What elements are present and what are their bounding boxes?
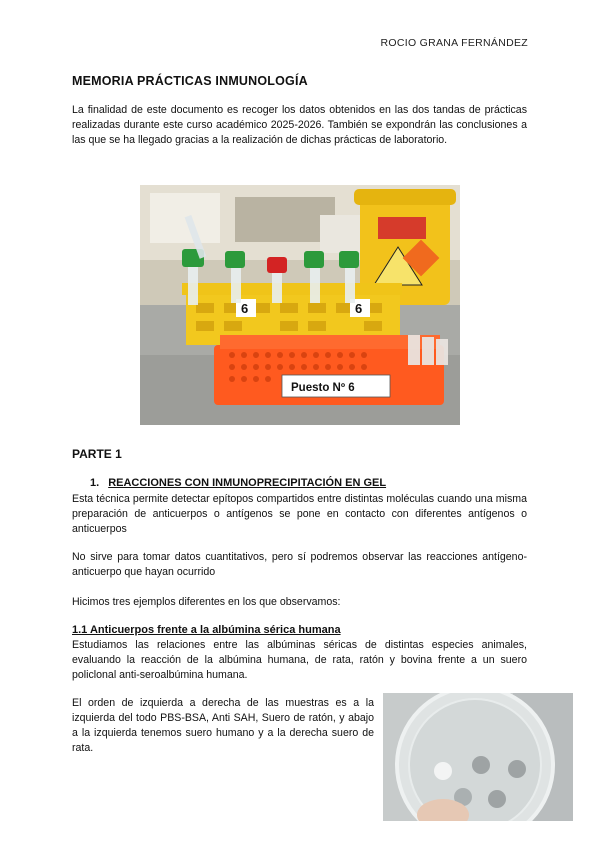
rack-label: Puesto Nº 6 (291, 382, 355, 394)
subsection-paragraph-2: El orden de izquierda a derecha de las muestras es a la izquierda del todo PBS-BSA, Anti SAH, Suero de ratón, y abajo a la izquierda tenemos suero humano y a la derecha suero de rata. (72, 697, 374, 754)
lab-rack-photo (140, 185, 460, 425)
petri-dish-photo (383, 693, 573, 821)
intro-paragraph: La finalidad de este documento es recoger los datos obtenidos en las dos tandas de prácticas realizadas durante este curso académico 2025-2026. También se expondrán las conclusiones a las que se ha llegado gracias a la realización de dichas prácticas de laboratorio. (72, 104, 527, 146)
rack-number-left: 6 (241, 301, 249, 316)
lab-rack-illustration (140, 185, 460, 425)
section-number: 1. (90, 477, 100, 489)
subsection-title: 1.1 Anticuerpos frente a la albúmina sérica humana (72, 624, 341, 636)
section-paragraph-1: Esta técnica permite detectar epítopos compartidos entre distintas moléculas cuando una misma preparación de anticuerpos o antígenos se pone en contacto con diferentes antígenos o anticuerpos (72, 493, 527, 535)
rack-number-right: 6 (355, 301, 363, 316)
header-author: ROCIO GRANA FERNÁNDEZ (380, 37, 528, 49)
subsection-paragraph-1: Estudiamos las relaciones entre las albúminas séricas de distintas especies animales, evaluando la reacción de la albúmina humana, de rata, ratón y bovina frente a un suero policlonal anti-seroalbúmina humana. (72, 639, 527, 681)
petri-dish-illustration (383, 693, 573, 821)
section-paragraph-3: Hicimos tres ejemplos diferentes en los que observamos: (72, 596, 341, 608)
section-paragraph-2: No sirve para tomar datos cuantitativos, pero sí podremos observar las reacciones antígeno-anticuerpo que hayan ocurrido (72, 551, 527, 578)
section-title: REACCIONES CON INMUNOPRECIPITACIÓN EN GEL (108, 477, 387, 489)
part-title: PARTE 1 (72, 447, 122, 461)
section-heading (90, 477, 386, 489)
document-title: MEMORIA PRÁCTICAS INMUNOLOGÍA (72, 74, 308, 88)
